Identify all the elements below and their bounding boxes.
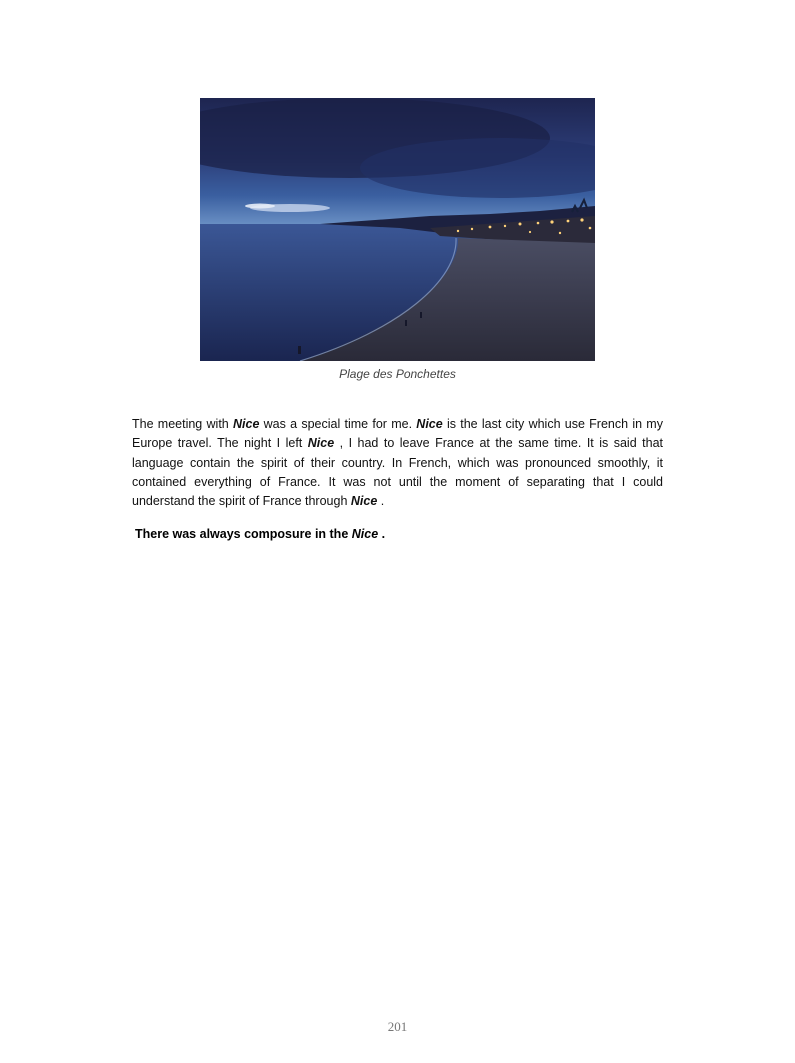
city-name-emphasis: Nice	[416, 417, 443, 431]
page-number: 201	[387, 1019, 408, 1034]
closing-statement	[135, 527, 655, 541]
closing-statement-text: There was always composure in the	[135, 527, 352, 541]
paragraph-text: is the last city which use French in my Europe travel. The night I left	[132, 417, 663, 451]
city-name-emphasis: Nice	[351, 527, 379, 541]
beach-photo-illustration	[200, 98, 595, 361]
figure-caption: Plage des Ponchettes	[339, 367, 456, 381]
city-name-emphasis: Nice	[307, 436, 335, 451]
beach-photo	[200, 98, 595, 361]
closing-statement-end: .	[378, 527, 386, 541]
paragraph-text: The meeting with	[132, 417, 233, 431]
paragraph-text: .	[377, 494, 385, 509]
city-name-emphasis: Nice	[233, 417, 260, 431]
paragraph-text: was a special time for me.	[259, 417, 417, 431]
city-name-emphasis: Nice	[350, 494, 378, 509]
body-paragraph	[132, 415, 663, 511]
paragraph-text: , I had to leave France at the same time. It is said that language contain the spirit of their country. In French, which was pronounced smoothly, it contained everything of France. It was not until the moment of separating that I could understand the spirit of France through	[132, 436, 663, 509]
